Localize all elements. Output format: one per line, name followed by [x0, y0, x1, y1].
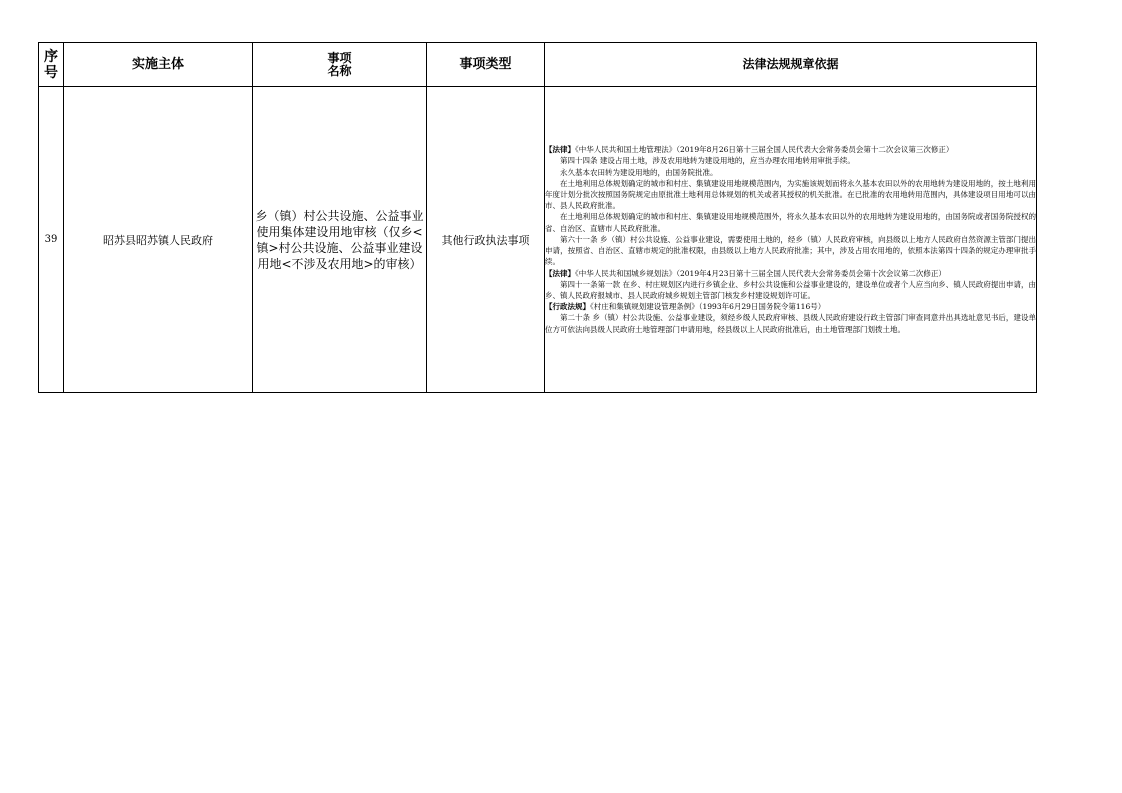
legal-basis-paragraph	[545, 312, 1036, 334]
legal-basis-text-span: 第四十一条第一款 在乡、村庄规划区内进行乡镇企业、乡村公共设施和公益事业建设的，建设单位或者个人应当向乡、镇人民政府提出申请，由乡、镇人民政府报城市、县人民政府城乡规划主管部门核发乡村建设规划许可证。	[545, 279, 1036, 300]
cell-seq: 39	[39, 87, 64, 393]
legal-basis-text-span: 永久基本农田转为建设用地的，由国务院批准。	[560, 167, 718, 177]
header-subject: 实施主体	[64, 43, 253, 87]
header-seq-label: 序号	[44, 48, 58, 81]
cell-item-name: 乡（镇）村公共设施、公益事业使用集体建设用地审核（仅乡<镇>村公共设施、公益事业建设用地<不涉及农用地>的审核）	[253, 87, 427, 393]
legal-basis-tag: 【法律】	[545, 145, 575, 155]
legal-basis-paragraph	[545, 268, 1036, 279]
legal-basis-text-span: 第二十条 乡（镇）村公共设施、公益事业建设，须经乡级人民政府审核、县级人民政府建设行政主管部门审查同意并出具选址意见书后，建设单位方可依法向县级人民政府土地管理部门申请用地，经县级以上人民政府批准后，由土地管理部门划拨土地。	[545, 313, 1036, 334]
legal-basis-text-span: 《中华人民共和国城乡规划法》（2019年4月23日第十三届全国人民代表大会常务委员会第十次会议第二次修正）	[575, 268, 946, 278]
legal-basis-paragraph	[545, 279, 1036, 301]
legal-basis-paragraph	[545, 155, 1036, 166]
legal-basis-paragraph	[545, 234, 1036, 268]
legal-basis-paragraph	[545, 167, 1036, 178]
legal-basis-paragraph	[545, 301, 1036, 312]
legal-basis-tag: 【法律】	[545, 268, 575, 278]
header-seq	[39, 43, 64, 87]
legal-basis-text-span: 《村庄和集镇规划建设管理条例》（1993年6月29日国务院令第116号）	[590, 302, 826, 312]
table-header-row	[39, 43, 1037, 87]
header-legal-basis: 法律法规规章依据	[545, 43, 1037, 87]
table-row	[39, 87, 1037, 393]
legal-basis-text-span: 《中华人民共和国土地管理法》（2019年8月26日第十三届全国人民代表大会常务委员会第十二次会议第三次修正）	[575, 145, 954, 155]
legal-basis-tag: 【行政法规】	[545, 302, 590, 312]
legal-basis-text-span: 在土地利用总体规划确定的城市和村庄、集镇建设用地规模范围内，为实施该规划而将永久基本农田以外的农用地转为建设用地的，按土地利用年度计划分批次按照国务院规定由原批准土地利用总体规划的机关或者其授权的机关批准。在已批准的农用地转用范围内，具体建设项目用地可以由市、县人民政府批准。	[545, 178, 1036, 211]
header-item-type: 事项类型	[427, 43, 545, 87]
header-item-name	[253, 43, 427, 87]
legal-basis-text-span: 在土地利用总体规划确定的城市和村庄、集镇建设用地规模范围外，将永久基本农田以外的农用地转为建设用地的，由国务院或者国务院授权的省、自治区、直辖市人民政府批准。	[545, 212, 1036, 233]
legal-basis-paragraph	[545, 211, 1036, 233]
legal-basis-text	[545, 144, 1036, 334]
cell-legal-basis	[545, 87, 1037, 393]
legal-basis-paragraph	[545, 144, 1036, 155]
cell-subject: 昭苏县昭苏镇人民政府	[64, 87, 253, 393]
header-item-name-line1: 事项	[327, 50, 352, 65]
header-item-name-line2: 名称	[327, 63, 352, 78]
regulation-table	[38, 42, 1037, 393]
legal-basis-paragraph	[545, 178, 1036, 212]
legal-basis-text-span: 第四十四条 建设占用土地，涉及农用地转为建设用地的，应当办理农用地转用审批手续。	[560, 156, 855, 166]
legal-basis-text-span: 第六十一条 乡（镇）村公共设施、公益事业建设，需要使用土地的，经乡（镇）人民政府审核，向县级以上地方人民政府自然资源主管部门提出申请，按照省、自治区、直辖市规定的批准权限，由县级以上地方人民政府批准；其中，涉及占用农用地的，依照本法第四十四条的规定办理审批手续。	[545, 234, 1036, 267]
cell-item-type: 其他行政执法事项	[427, 87, 545, 393]
